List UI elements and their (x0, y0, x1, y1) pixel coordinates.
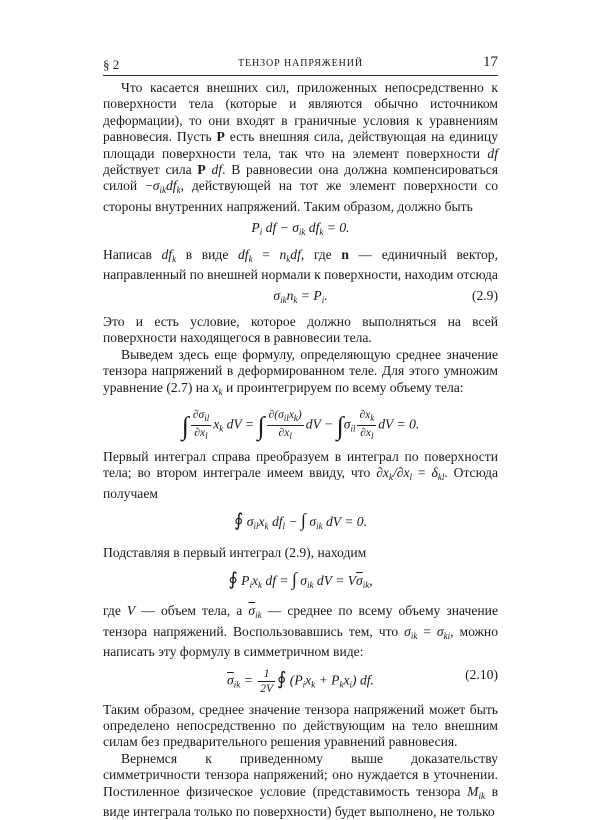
running-title: ТЕНЗОР НАПРЯЖЕНИЙ (237, 58, 364, 69)
paragraph: Написав $df_k$ в виде $df_k = n_kdf$, где n — единичный вектор, направленный по внешней нормали к поверхности, находим отсюда (103, 246, 498, 283)
equation-mean: ∮ $P_ix_k$ df = ∫ $\sigma_{ik}$ dV = $V\overline{\sigma}_{ik}$, (228, 568, 373, 590)
equation-number: (2.9) (471, 288, 498, 304)
paragraph: где V — объем тела, а $\overline{\sigma}_{ik}$ — среднее по всему объему значение тензора напряжений. Воспользовавшись тем, что $\sigma_{ik} = \sigma_{ki}$, можно написать эту формулу в симметричном виде: (103, 603, 498, 660)
paragraph: Подставляя в первый интеграл (2.9), находим (103, 544, 367, 560)
paragraph: Вернемся к приведенному выше доказательству симметричности тензора напряжений; оно нуждается в уточнении. Постиленное физическое условие (представимость тензора $M_{ik}$ в виде интеграла только по поверхности) будет выполнено, не только (103, 750, 498, 819)
section-marker: § 2 (103, 57, 120, 72)
equation-surface: ∮ $\sigma_{il}x_k$ $df_l$ − ∫ $\sigma_{ik}$ dV = 0. (233, 510, 367, 532)
page-body (103, 80, 498, 820)
paragraph: Выведем здесь еще формулу, определяющую среднее значение тензора напряжений в деформированном теле. Для этого умножим уравнение (2.7) на $x_k$ и проинтегрируем по всему объему тела: (103, 346, 498, 397)
header-rule (103, 75, 498, 76)
equation-boundary-force: $P_i$ df − $\sigma_{ik}$ $df_k = 0$. (251, 220, 350, 238)
page-number: 17 (483, 54, 498, 70)
paragraph: Таким образом, среднее значение тензора напряжений может быть определено непосредственно по действующим на тело внешним силам без предварительного решения уравнений равновесия. (103, 701, 498, 750)
paragraph: Первый интеграл справа преобразуем в интеграл по поверхности тела; во втором интеграле имеем ввиду, что $\partial x_k/\partial x_l = \delta_{kl}$. Отсюда получаем (103, 448, 498, 501)
equation-2-9: $\sigma_{ik}n_k = P_i$. (2.9) (273, 288, 498, 306)
equation-2-10: $\overline{\sigma}_{ik}$ = $\frac{1}{2V}$ ∮ $(P_ix_k + P_kx_i)$ df. (2.10) (227, 666, 498, 695)
paragraph: Это и есть условие, которое должно выполняться на всей поверхности находящегося в равновесии тела. (103, 313, 498, 346)
paragraph: Что касается внешних сил, приложенных непосредственно к поверхности тела (которые и являются обычно источником деформации), то они входят в граничные условия к уравнениям равновесия. Пусть P есть внешняя сила, действующая на единицу площади поверхности тела, так что на элемент поверхности df действует сила P df. В равновесии она должна компенсироваться силой $-\sigma_{ik}df_k$, действующей на тот же элемент поверхности со стороны внутренних напряжений. Таким образом, должно быть (103, 80, 498, 214)
equation-number: (2.10) (465, 666, 498, 682)
equation-volume-integral: ∫ $\frac{\partial\sigma_{il}}{\partial x_l}$ $x_k$ dV = ∫ $\frac{\partial(\sigma_{il}x_k)}{\partial x_l}$ dV − $\int\sigma_{il}$ $\frac{\partial x_k}{\partial x_l}$ dV = 0. (181, 408, 420, 441)
